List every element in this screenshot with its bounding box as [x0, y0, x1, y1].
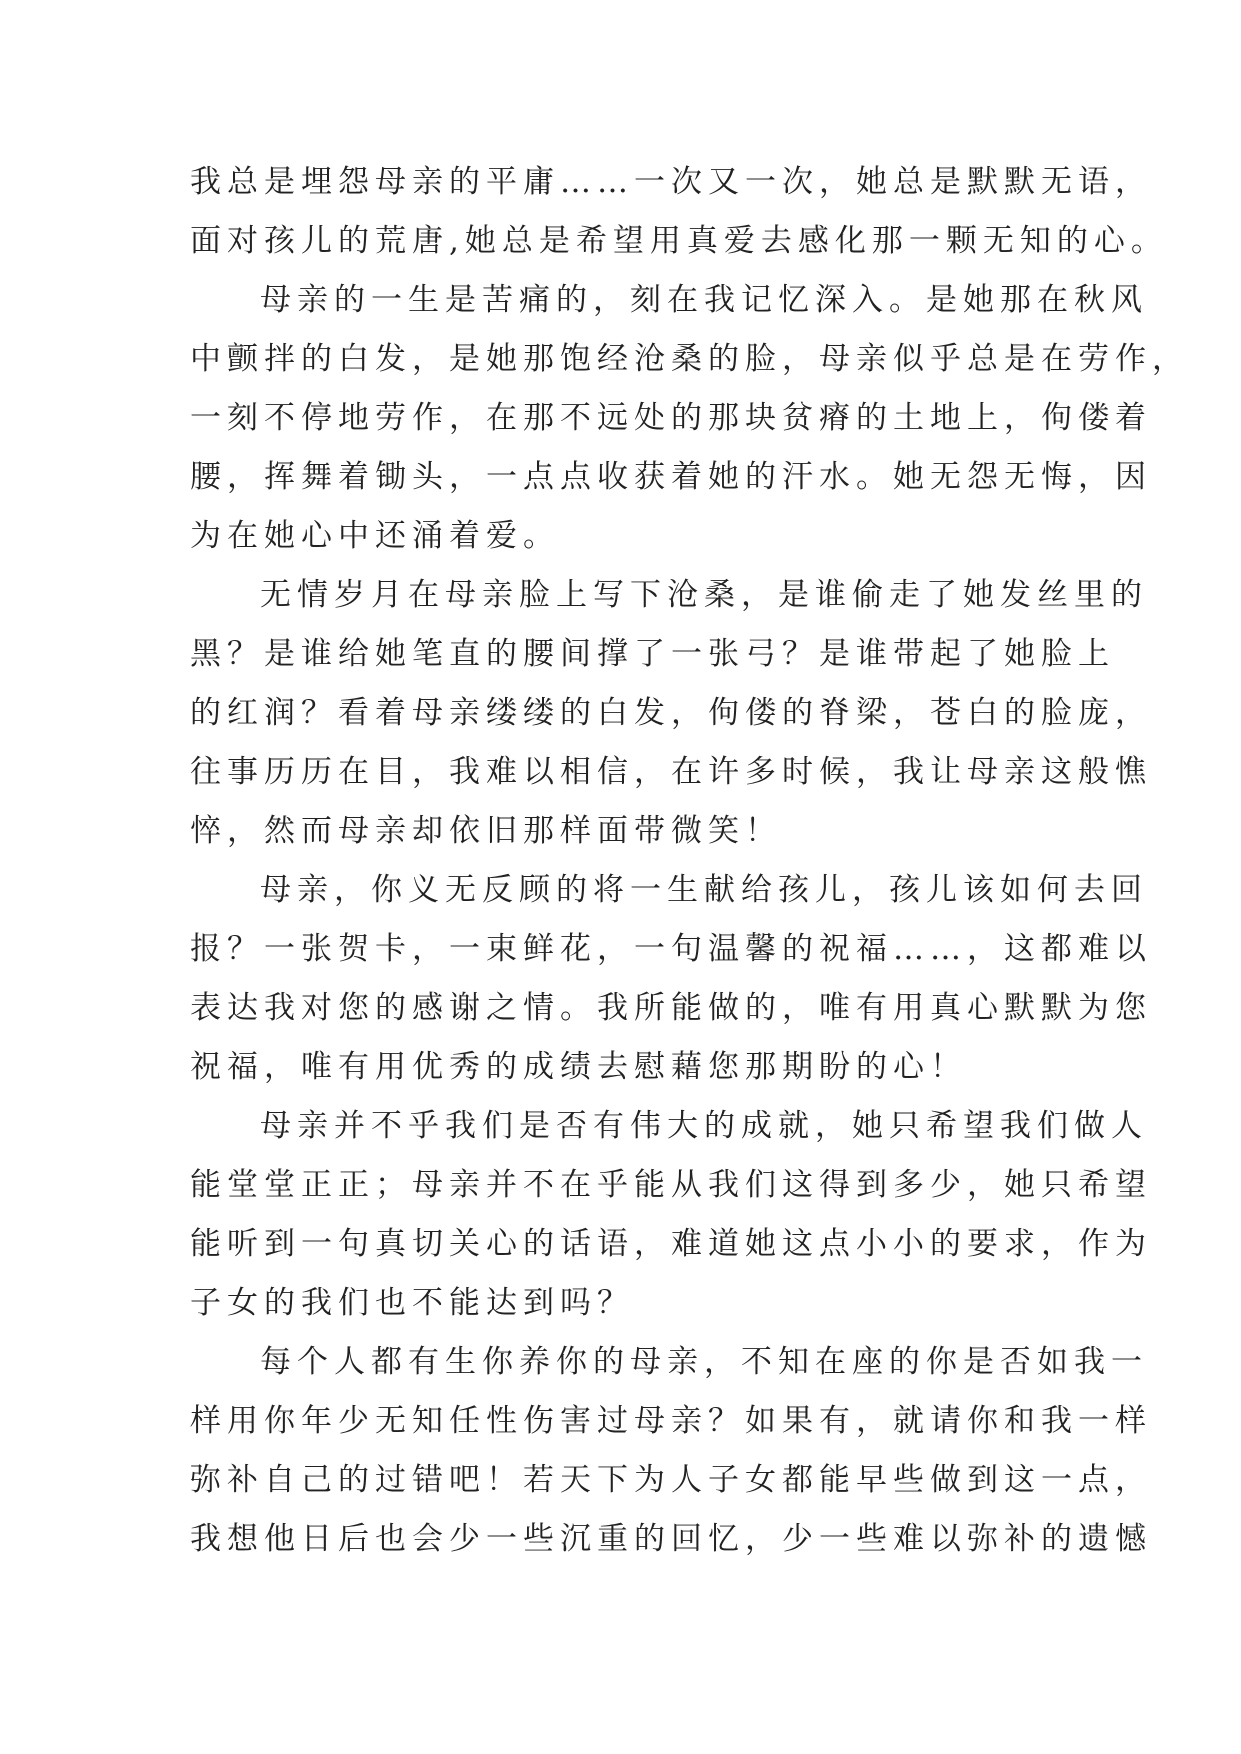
- text-line: 母亲并不乎我们是否有伟大的成就，她只希望我们做人: [260, 1108, 1148, 1144]
- text-line: 母亲的一生是苦痛的，刻在我记忆深入。是她那在秋风: [260, 282, 1148, 318]
- paragraph-5: [190, 1097, 1152, 1333]
- text-line: 弥补自己的过错吧！若天下为人子女都能早些做到这一点，: [190, 1462, 1152, 1498]
- text-line: 能听到一句真切关心的话语，难道她这点小小的要求，作为: [190, 1226, 1152, 1262]
- text-line: 能堂堂正正；母亲并不在乎能从我们这得到多少，她只希望: [190, 1167, 1152, 1203]
- text-line: 黑？是谁给她笔直的腰间撑了一张弓？是谁带起了她脸上: [190, 636, 1115, 672]
- text-line: 往事历历在目，我难以相信，在许多时候，我让母亲这般憔: [190, 754, 1152, 790]
- paragraph-3: [190, 566, 1152, 861]
- text-line: 每个人都有生你养你的母亲，不知在座的你是否如我一: [260, 1344, 1148, 1380]
- paragraph-1: [190, 153, 1168, 271]
- text-line: 腰，挥舞着锄头，一点点收获着她的汗水。她无怨无悔，因: [190, 459, 1152, 495]
- paragraph-6: [190, 1333, 1152, 1569]
- text-line: 表达我对您的感谢之情。我所能做的，唯有用真心默默为您: [190, 990, 1152, 1026]
- text-line: 一刻不停地劳作，在那不远处的那块贫瘠的土地上，佝偻着: [190, 400, 1152, 436]
- text-line: 祝福，唯有用优秀的成绩去慰藉您那期盼的心！: [190, 1049, 967, 1085]
- paragraph-4: [190, 861, 1152, 1097]
- text-line: 的红润？看着母亲缕缕的白发，佝偻的脊梁，苍白的脸庞，: [190, 695, 1152, 731]
- text-line: 母亲，你义无反顾的将一生献给孩儿，孩儿该如何去回: [260, 872, 1148, 908]
- essay-body: [190, 153, 1189, 1569]
- text-line: 我想他日后也会少一些沉重的回忆，少一些难以弥补的遗憾: [190, 1521, 1152, 1557]
- text-line: 子女的我们也不能达到吗？: [190, 1285, 634, 1321]
- text-line: 面对孩儿的荒唐,她总是希望用真爱去感化那一颗无知的心。: [190, 223, 1168, 259]
- text-line: 无情岁月在母亲脸上写下沧桑，是谁偷走了她发丝里的: [260, 577, 1148, 613]
- text-line: 样用你年少无知任性伤害过母亲？如果有，就请你和我一样: [190, 1403, 1152, 1439]
- text-line: 为在她心中还涌着爱。: [190, 518, 560, 554]
- text-line: 中颤拌的白发，是她那饱经沧桑的脸，母亲似乎总是在劳作，: [190, 341, 1189, 377]
- text-line: 我总是埋怨母亲的平庸……一次又一次，她总是默默无语，: [190, 164, 1152, 200]
- text-line: 报？一张贺卡，一束鲜花，一句温馨的祝福……，这都难以: [190, 931, 1152, 967]
- text-line: 悴，然而母亲却依旧那样面带微笑！: [190, 813, 782, 849]
- paragraph-2: [190, 271, 1189, 566]
